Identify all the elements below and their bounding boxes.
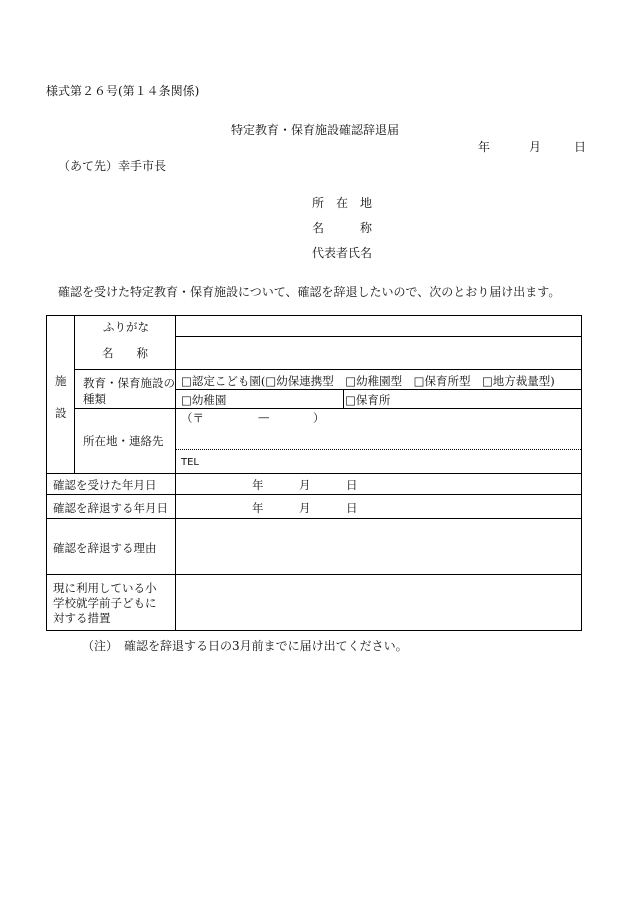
form-number: 様式第２６号(第１４条関係) xyxy=(46,84,200,98)
withdraw-month: 月 xyxy=(299,501,311,515)
address-contact-label: 所在地・連絡先 xyxy=(83,434,164,448)
type-options-certified-child-center: □認定こども園(□幼保連携型 □幼稚園型 □保育所型 □地方裁量型) xyxy=(181,374,555,388)
withdraw-date-label: 確認を辞退する年月日 xyxy=(53,501,168,515)
postal-suffix: ） xyxy=(313,411,325,425)
applicant-address-label: 所 在 地 xyxy=(312,196,373,210)
name-label: 名 称 xyxy=(102,346,148,360)
measures-label-2: 学校就学前子どもに xyxy=(53,596,157,610)
withdrawal-form-table xyxy=(46,315,582,631)
facility-char-2: 設 xyxy=(55,406,67,420)
postal-dash: — xyxy=(258,410,270,424)
confirmed-year: 年 xyxy=(252,478,264,492)
document-title: 特定教育・保育施設確認辞退届 xyxy=(230,123,399,137)
withdraw-day: 日 xyxy=(346,501,358,515)
facility-char-1: 施 xyxy=(55,374,67,388)
withdraw-reason-label: 確認を辞退する理由 xyxy=(53,541,157,555)
applicant-name-label: 名 称 xyxy=(312,221,373,235)
postal-prefix: （〒 xyxy=(181,411,204,425)
facility-type-label-2: 種類 xyxy=(83,392,106,406)
date-day: 日 xyxy=(574,140,587,154)
measures-label-3: 対する措置 xyxy=(53,611,111,625)
applicant-representative-label: 代表者氏名 xyxy=(312,246,373,260)
date-month: 月 xyxy=(529,140,542,154)
furigana-label: ふりがな xyxy=(103,320,149,334)
intro-text: 確認を受けた特定教育・保育施設について、確認を辞退したいので、次のとおり届け出ます。 xyxy=(58,285,561,299)
measures-label-1: 現に利用している小 xyxy=(53,581,157,595)
type-option-kindergarten: □幼稚園 xyxy=(181,393,227,407)
addressee: （あて先）幸手市長 xyxy=(58,159,167,173)
date-year: 年 xyxy=(478,140,491,154)
confirmed-month: 月 xyxy=(299,478,311,492)
facility-type-label-1: 教育・保育施設の xyxy=(83,376,175,390)
tel-label: TEL xyxy=(181,457,199,468)
type-option-nursery: □保育所 xyxy=(345,393,391,407)
confirmed-day: 日 xyxy=(346,478,358,492)
confirmed-date-label: 確認を受けた年月日 xyxy=(53,478,157,492)
withdraw-year: 年 xyxy=(252,501,264,515)
footnote: （注） 確認を辞退する日の3月前までに届け出てください。 xyxy=(82,639,408,653)
